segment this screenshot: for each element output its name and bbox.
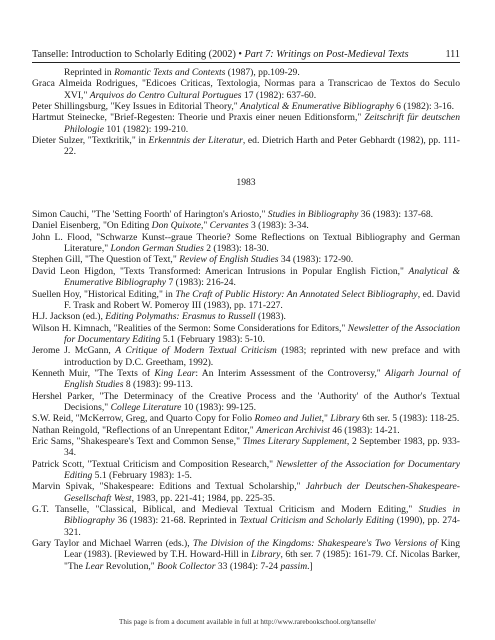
- entry-text: Graca Almeida Rodrigues, "Edicoes Criticas, Textologia, Normas para a Transcricao de Textos do Seculo XVI,": [32, 78, 460, 101]
- entry-text: ,": [321, 413, 331, 425]
- bibliography-entry: [32, 209, 460, 220]
- entry-title-italic: Times Literary Supplement: [242, 435, 347, 447]
- entry-text: G.T. Tanselle, "Classical, Biblical, and Medieval Textual Criticism and Modern Editing,": [32, 504, 419, 516]
- bibliography-entry: [32, 368, 460, 391]
- year-heading: 1983: [236, 176, 256, 188]
- entry-title-italic: King Lear: [154, 367, 196, 379]
- bibliography-entry: [32, 459, 460, 482]
- entry-text: , ed. Dietrich Harth and Peter Gebhardt (1982), pp. 111-22.: [64, 135, 460, 158]
- entry-title-italic: The Division of the Kingdoms: Shakespeare's Two Versions of: [192, 538, 438, 550]
- bibliography-entry: [32, 504, 460, 538]
- running-head-title: Tanselle: Introduction to Scholarly Editing (2002): [32, 49, 236, 60]
- entry-text: : An Interim Assessment of the Controversy,": [195, 367, 385, 379]
- entry-text: 5.1 (February 1983): 1-5.: [92, 470, 192, 481]
- entry-text: Wilson H. Kimnach, "Realities of the Sermon: Some Considerations for Editors,": [32, 322, 348, 334]
- entry-text: Hartmut Steinecke, "Brief-Regesten: Theorie und Praxis einer neuen Editionsform,": [32, 112, 365, 124]
- entry-text: 101 (1982): 199-210.: [103, 123, 189, 135]
- entry-title-italic: Analytical & Enumerative Bibliography: [64, 265, 460, 289]
- entry-text: Gary Taylor and Michael Warren (eds.),: [32, 538, 193, 550]
- entries-1983: [32, 209, 460, 572]
- bibliography-entry: [32, 67, 460, 78]
- entry-title-italic: Romeo and Juliet: [254, 413, 322, 425]
- entry-text: King Lear (1983). [Reviewed by T.H. Howard-Hill in: [64, 538, 460, 561]
- entry-text: 6 (1982): 3-16.: [393, 101, 454, 113]
- entry-text: Stephen Gill, "The Question of Text,": [32, 254, 180, 266]
- entry-text: , 1983, pp. 221-41; 1984, pp. 225-35.: [131, 492, 275, 504]
- entry-title-italic: Textual Criticism and Scholarly Editing: [239, 515, 394, 527]
- header-rule: [32, 62, 460, 63]
- entry-title-italic: College Literature: [110, 401, 182, 413]
- running-head-bullet: •: [238, 49, 242, 60]
- running-header: [32, 49, 460, 61]
- entry-text: Marvin Spivak, "Shakespeare: Editions and Textual Scholarship,": [32, 481, 306, 493]
- entry-text: Simon Cauchi, "The 'Setting Foorth' of Harington's Ariosto,": [32, 209, 268, 221]
- bibliography-entry: [32, 425, 460, 436]
- entry-text: (1990), pp. 274-321.: [64, 515, 460, 538]
- entry-text: ,": [200, 220, 210, 232]
- bibliography-entry: [32, 266, 460, 289]
- bibliography-entry: [32, 112, 460, 135]
- entry-text: Eric Sams, "Shakespeare's Text and Common Sense,": [32, 435, 243, 447]
- footer-note: This page is from a document available in full at http://www.rarebookschool.org/tanselle/: [119, 618, 376, 626]
- bibliography-entry: [32, 311, 460, 322]
- entry-title-italic: Book Collector: [157, 560, 216, 572]
- entry-text: Dieter Sulzer, "Textkritik," in: [32, 135, 149, 147]
- entry-text: Revolution,": [103, 560, 158, 572]
- entry-text: 10 (1983): 99-125.: [181, 401, 256, 413]
- entry-text: David Leon Higdon, "Texts Transformed: American Intrusions in Popular English Fiction,": [32, 265, 409, 277]
- entry-title-italic: Library: [330, 413, 360, 425]
- entry-text: 36 (1983): 137-68.: [358, 209, 434, 221]
- entry-text: 2 (1983): 18-30.: [203, 243, 269, 255]
- bibliography-entry: [32, 254, 460, 265]
- bibliography-entry: [32, 78, 460, 101]
- entry-text: Suellen Hoy, "Historical Editing," in: [32, 288, 176, 300]
- entry-title-italic: American Archivist: [256, 424, 330, 436]
- bibliography-entry: [32, 345, 460, 368]
- entry-text: , ed. David F. Trask and Robert W. Pomeroy III (1983), pp. 171-227.: [64, 288, 460, 311]
- page-number: 111: [445, 49, 460, 60]
- entry-text: 34 (1983): 172-90.: [278, 254, 354, 266]
- entry-text: Reprinted in: [64, 67, 115, 78]
- entry-text: Peter Shillingsburg, "Key Issues in Editorial Theory,": [32, 101, 241, 113]
- bibliography-body: [32, 67, 460, 572]
- entry-title-italic: The Craft of Public History: An Annotated Select Bibliography: [175, 288, 418, 300]
- entry-title-italic: passim: [280, 560, 308, 572]
- entry-title-italic: London German Studies: [110, 243, 204, 255]
- bibliography-entry: [32, 538, 460, 572]
- entry-text: (1987), pp.109-29.: [225, 67, 300, 78]
- entry-text: Patrick Scott, "Textual Criticism and Composition Research,": [32, 458, 277, 470]
- entry-text: Kenneth Muir, "The Texts of: [32, 367, 155, 379]
- entry-title-italic: Editing Polymaths: Erasmus to Russell: [105, 311, 256, 323]
- entry-text: 46 (1983): 14-21.: [329, 424, 400, 436]
- bibliography-entry: [32, 481, 460, 504]
- bibliography-entry: [32, 436, 460, 459]
- entry-text: 7 (1983): 216-24.: [166, 277, 236, 289]
- bibliography-entry: [32, 413, 460, 424]
- entry-title-italic: Analytical & Enumerative Bibliography: [240, 101, 394, 113]
- entry-title-italic: Don Quixote: [151, 220, 201, 232]
- entry-text: 17 (1982): 637-60.: [241, 89, 317, 101]
- entry-title-italic: Erkenntnis der Literatur: [148, 135, 243, 147]
- entry-title-italic: Aligarh Journal of English Studies: [64, 367, 460, 391]
- entry-text: , 6th ser. 7 (1985): 161-79. Cf. Nicolas Barker, "The: [64, 549, 460, 572]
- entry-title-italic: Newsletter of the Association for Documentary Editing: [64, 322, 460, 345]
- entry-text: Daniel Eisenberg, "On Editing: [32, 220, 152, 232]
- bibliography-entry: [32, 323, 460, 346]
- bibliography-entry: [32, 289, 460, 312]
- entry-title-italic: Romantic Texts and Contexts: [114, 67, 226, 78]
- entry-title-italic: Library: [251, 549, 281, 561]
- entry-text: 36 (1983): 21-68. Reprinted in: [114, 515, 240, 527]
- running-head-section: Part 7: Writings on Post-Medieval Texts: [244, 49, 409, 60]
- entry-text: 5.1 (February 1983): 5-10.: [160, 333, 265, 345]
- entry-text: 8 (1983): 99-113.: [123, 379, 193, 391]
- entry-title-italic: Newsletter of the Association for Documentary Editing: [64, 458, 460, 481]
- entry-title-italic: Cervantes: [209, 220, 249, 232]
- entry-title-italic: Arquivos do Centro Cultural Portugues: [89, 89, 242, 101]
- entries-1982: [32, 67, 460, 158]
- bibliography-entry: [32, 391, 460, 414]
- entry-text: Jerome J. McGann,: [32, 345, 116, 357]
- entry-text: John L. Flood, "Schwarze Kunst--graue Theorie? Some Reflections on Textual Bibliography and German Literature,": [32, 231, 460, 255]
- entry-title-italic: Jahrbuch der Deutschen-Shakespeare-Gesellschaft West: [64, 481, 460, 504]
- entry-title-italic: Zeitschrift für deutschen Philologie: [64, 112, 460, 135]
- entry-text: Hershel Parker, "The Determinacy of the Creative Process and the 'Authority' of the Author's Textual Decisions,": [32, 390, 460, 413]
- entry-text: Nathan Reingold, "Reflections of an Unrepentant Editor,": [32, 424, 257, 436]
- entry-text: H.J. Jackson (ed.),: [32, 311, 106, 323]
- entry-text: 6th ser. 5 (1983): 118-25.: [359, 413, 460, 425]
- entry-title-italic: Review of English Studies: [179, 254, 279, 266]
- bibliography-entry: [32, 232, 460, 255]
- entry-text: (1983; reprinted with new preface and with introduction by D.C. Greetham, 1992).: [64, 345, 460, 368]
- bibliography-entry: [32, 135, 460, 158]
- entry-text: 3 (1983): 3-34.: [248, 220, 309, 232]
- entry-text: S.W. Reid, "McKerrow, Greg, and Quarto Copy for Folio: [32, 413, 255, 425]
- entry-title-italic: Lear: [85, 560, 104, 572]
- entry-text: (1983).: [255, 311, 286, 323]
- entry-title-italic: Studies in Bibliography: [267, 209, 359, 221]
- bibliography-entry: [32, 220, 460, 231]
- entry-title-italic: Studies in Bibliography: [64, 504, 460, 527]
- bibliography-entry: [32, 101, 460, 112]
- entry-text: 33 (1984): 7-24: [215, 560, 281, 572]
- entry-text: .]: [307, 560, 313, 572]
- entry-text: , 2 September 1983, pp. 933-34.: [64, 435, 460, 459]
- entry-title-italic: A Critique of Modern Textual Criticism: [115, 345, 277, 357]
